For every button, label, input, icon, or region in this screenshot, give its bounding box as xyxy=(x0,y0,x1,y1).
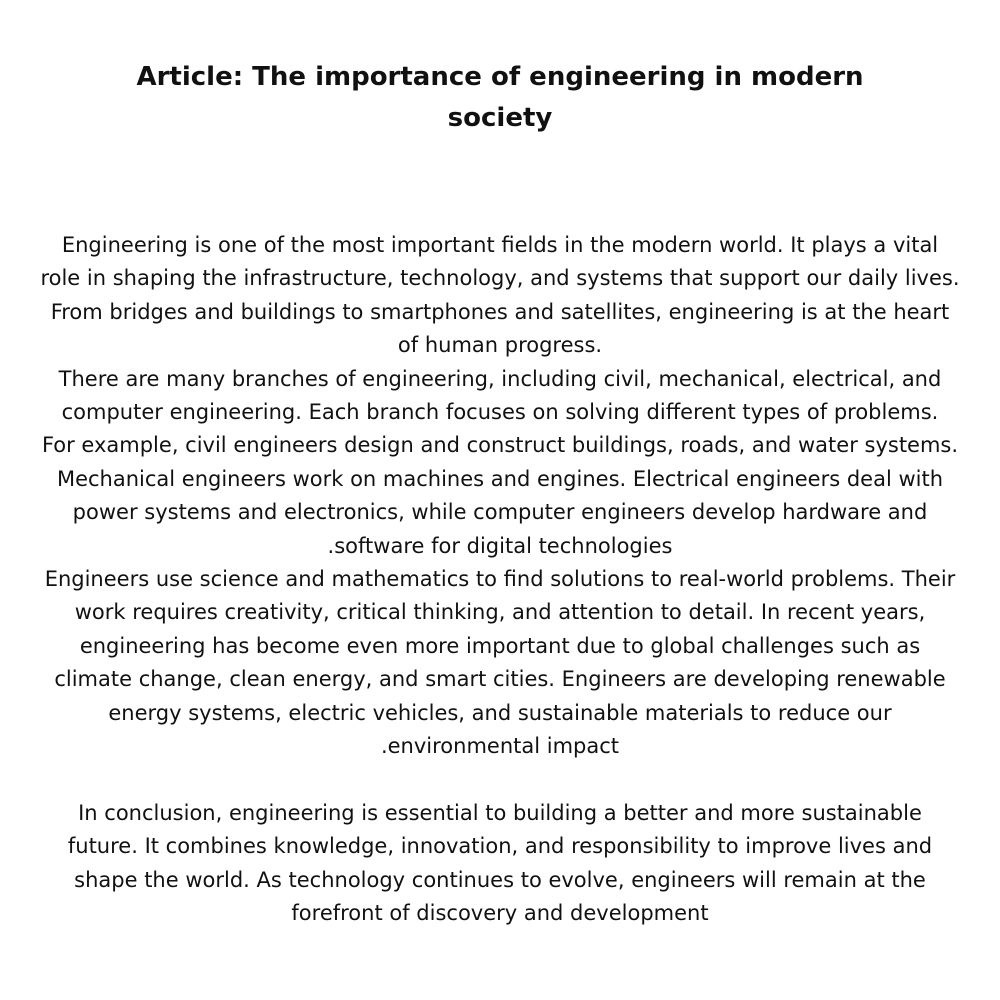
paragraph-branches: There are many branches of engineering, including civil, mechanical, electrical, and computer engineering. Each branch focuses on solving different types of problems. For example, civil engineers design and construct buildings, roads, and water systems. Mechanical engineers work on machines and engines. Electrical engineers deal with power systems and electronics, while computer engineers develop hardware and .software for digital technologies xyxy=(41,366,959,558)
paragraph-challenges: Engineers use science and mathematics to find solutions to real-world problems. Their work requires creativity, critical thinking, and attention to detail. In recent years, engineering has become even more important due to global challenges such as climate change, clean energy, and smart cities. Engineers are developing renewable energy systems, electric vehicles, and sustainable materials to reduce our .environmental impact xyxy=(44,567,956,759)
paragraph-spacer xyxy=(0,764,1000,797)
paragraph-intro: Engineering is one of the most important fields in the modern world. It plays a vital role in shaping the infrastructure, technology, and systems that support our daily lives. From bridges and buildings to smartphones and satellites, engineering is at the heart of human progress. xyxy=(40,233,960,358)
article-title xyxy=(100,57,900,139)
article-title-line-2: society xyxy=(447,103,553,133)
article-body xyxy=(0,229,1000,931)
article-title-line-1: Article: The importance of engineering in modern xyxy=(136,62,864,92)
paragraph-conclusion: In conclusion, engineering is essential to building a better and more sustainable future. It combines knowledge, innovation, and responsibility to improve lives and shape the world. As technology continues to evolve, engineers will remain at the forefront of discovery and development xyxy=(67,800,933,926)
